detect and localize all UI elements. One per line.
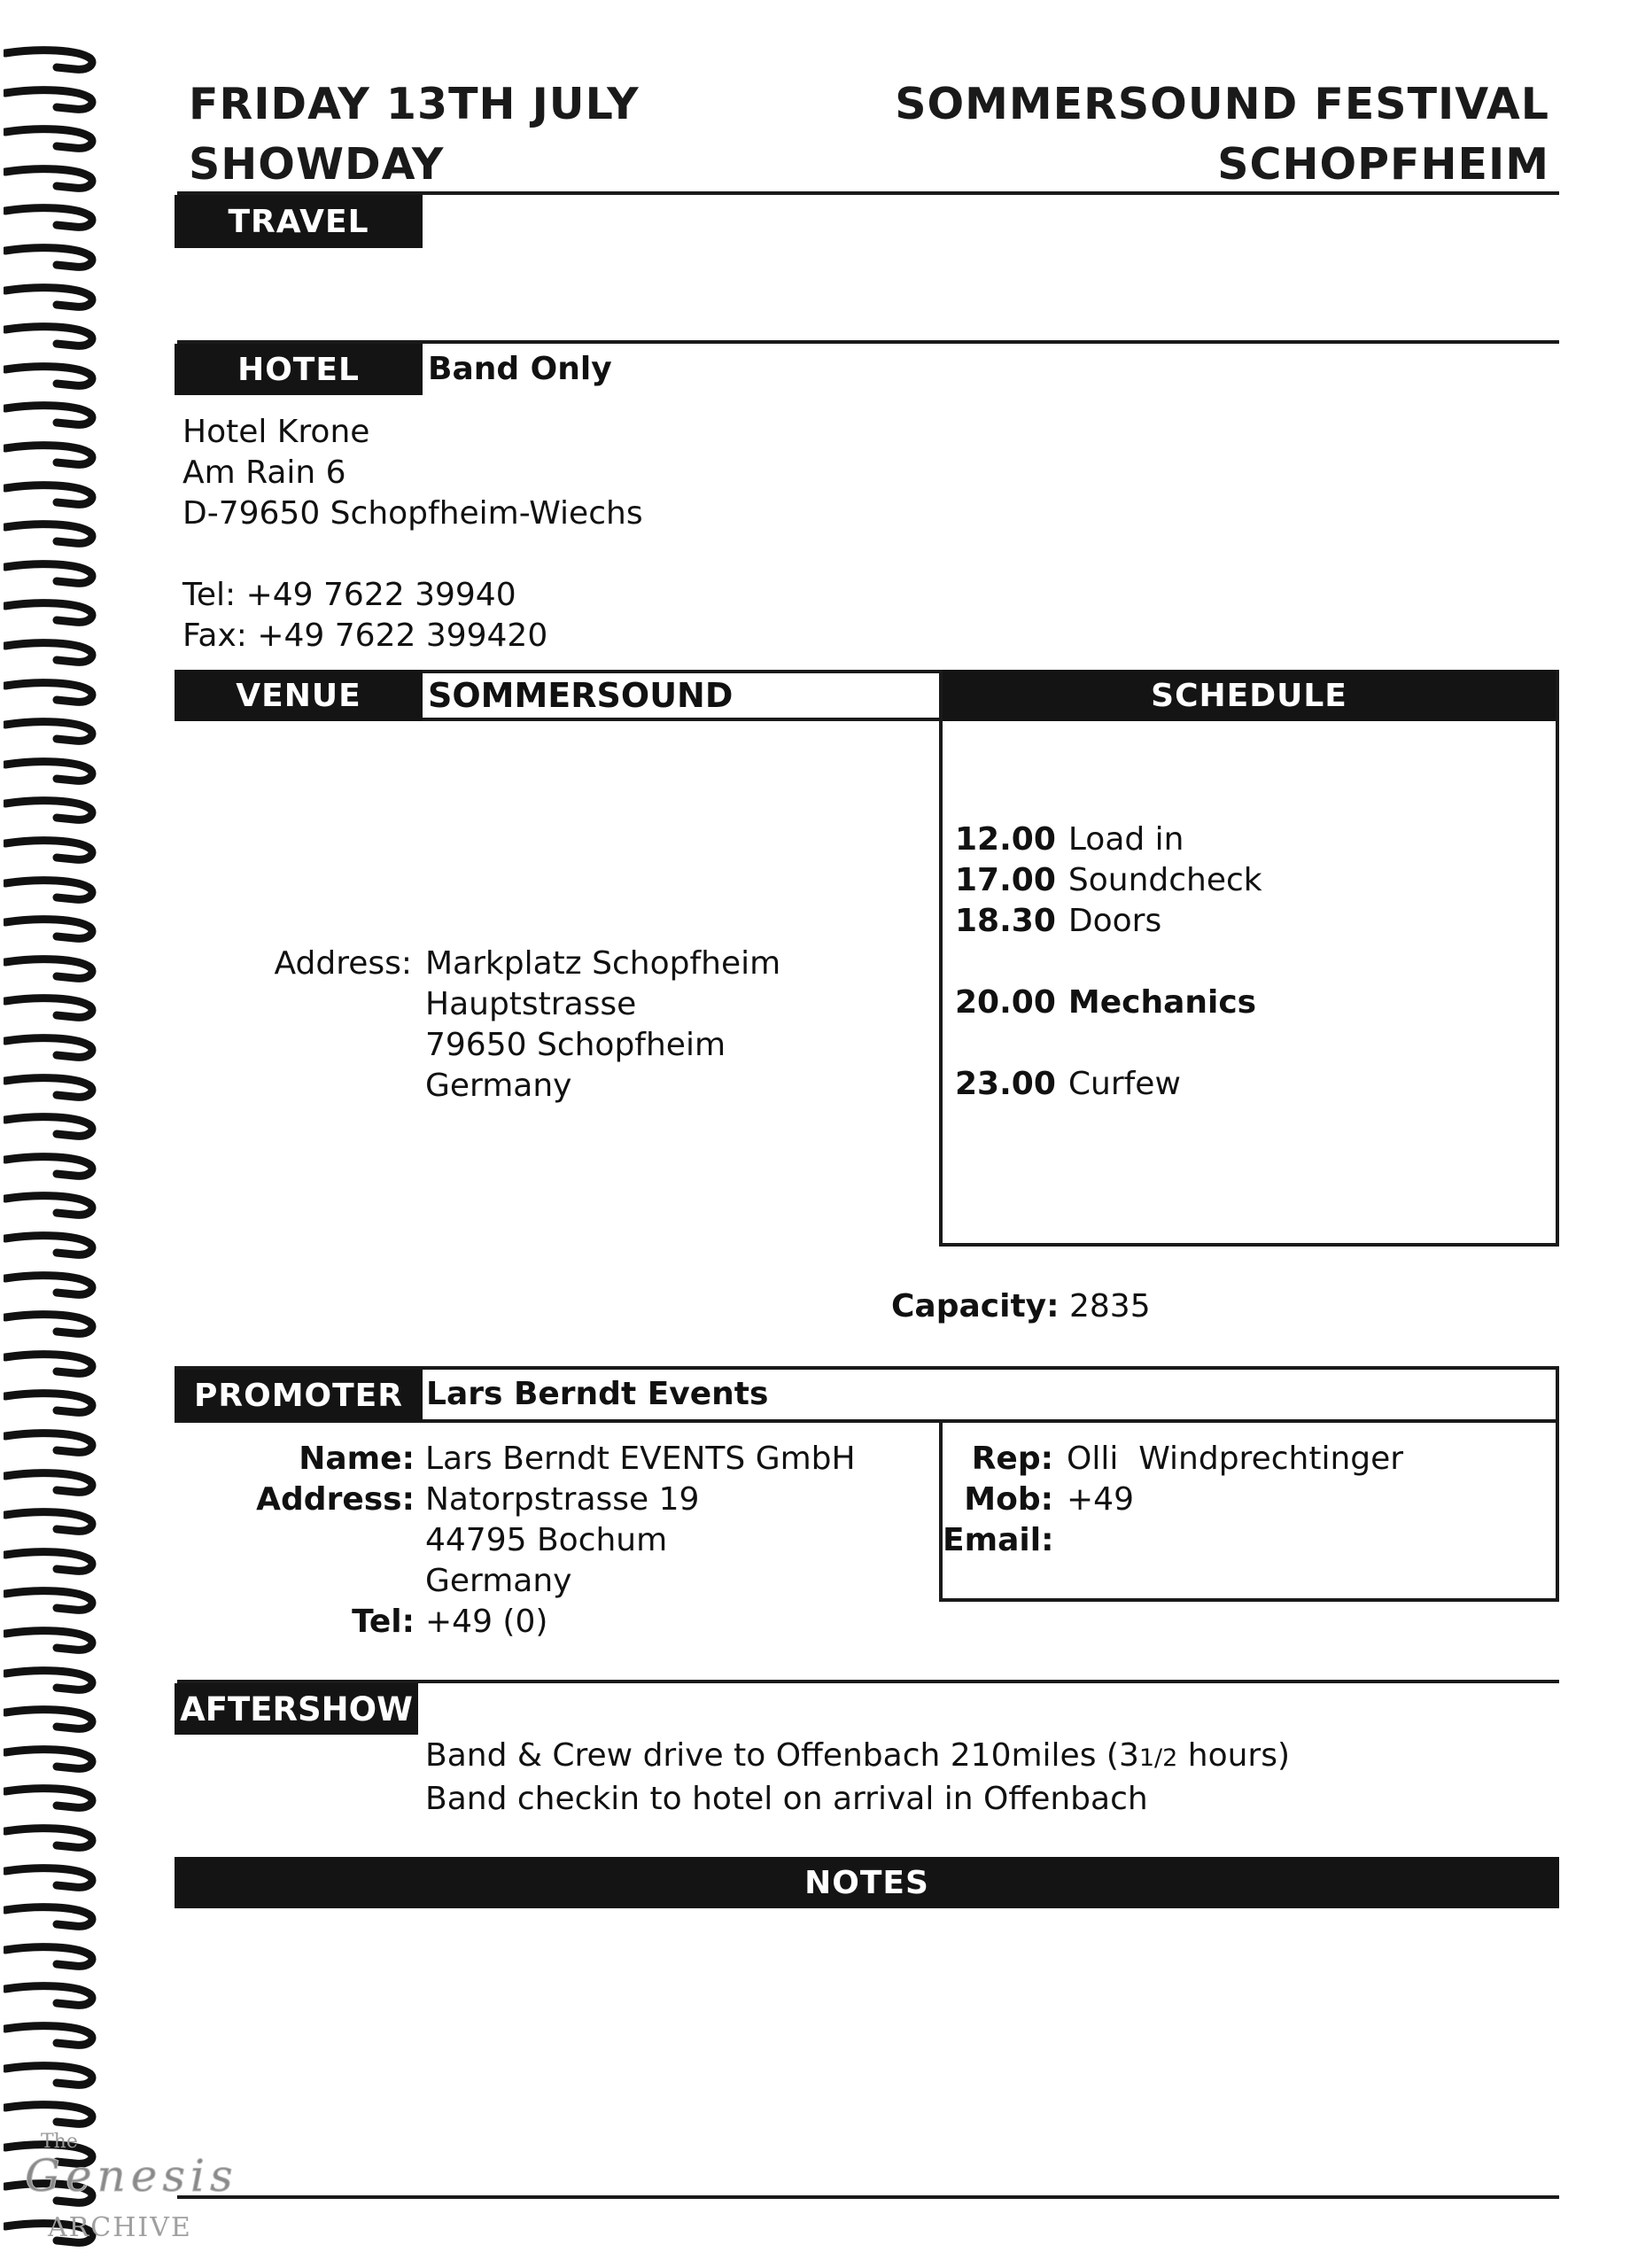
promoter-label: PROMOTER (175, 1370, 423, 1421)
binding-coil (4, 1583, 99, 1619)
binding-coil (4, 1228, 99, 1263)
mob-value: +49 (1067, 1481, 1134, 1518)
binding-coil (4, 990, 99, 1026)
hotel-details (182, 412, 643, 656)
hotel-fax: Fax: +49 7622 399420 (182, 617, 548, 654)
binding-coil (4, 1268, 99, 1303)
venue-label: VENUE (175, 670, 423, 721)
binding-coil (4, 873, 99, 908)
promoter-tel: +49 (0) (425, 1604, 548, 1640)
schedule-event: Load in (1067, 821, 1184, 858)
show-day-type: SHOWDAY (189, 139, 445, 190)
promoter-address-label: Address: (256, 1481, 415, 1518)
footer-rule (177, 2195, 1559, 2199)
email-label: Email: (943, 1522, 1054, 1558)
hotel-label: HOTEL (175, 344, 423, 395)
binding-coil (4, 1109, 99, 1145)
schedule-label: SCHEDULE (939, 670, 1559, 721)
capacity-label: Capacity: (891, 1288, 1060, 1324)
binding-coil (4, 2018, 99, 2054)
aftershow-line-1-end: hours) (1177, 1737, 1291, 1774)
schedule-spacer (955, 1023, 1262, 1064)
binding-coil (4, 1939, 99, 1975)
binding-coil (4, 1978, 99, 2014)
mob-label: Mob: (964, 1481, 1053, 1518)
aftershow-text (425, 1736, 1290, 1820)
capacity-value: 2835 (1068, 1288, 1151, 1324)
binding-coil (4, 1425, 99, 1461)
aftershow-line-1 (425, 1736, 1290, 1779)
notes-label: NOTES (175, 1857, 1559, 1908)
venue-name-box (423, 670, 941, 721)
promoter-address-line: Germany (425, 1563, 572, 1599)
binding-coil (4, 1860, 99, 1896)
binding-coil (4, 1899, 99, 1935)
schedule-event: Mechanics (1067, 984, 1257, 1021)
schedule-event: Soundcheck (1067, 862, 1262, 898)
binding-coil (4, 1347, 99, 1382)
rep-labels (943, 1439, 1053, 1561)
schedule-event: Curfew (1067, 1066, 1181, 1102)
binding-coil (4, 1702, 99, 1737)
binding-coil (4, 121, 99, 157)
venue-address (425, 944, 780, 1107)
binding-coil (4, 1742, 99, 1777)
rep-label: Rep: (971, 1441, 1053, 1477)
binding-coil (4, 1504, 99, 1540)
binding-coil (4, 280, 99, 315)
promoter-spacer (221, 1561, 415, 1602)
promoter-address-line: Natorpstrasse 19 (425, 1481, 700, 1518)
binding-coil (4, 754, 99, 789)
schedule-time: 12.00 (955, 821, 1056, 858)
venue-address-label: Address: (274, 945, 412, 982)
binding-coil (4, 1781, 99, 1816)
hotel-tel: Tel: +49 7622 39940 (182, 577, 516, 613)
binding-coil (4, 438, 99, 473)
hotel-postal: D-79650 Schopfheim-Wiechs (182, 495, 643, 532)
binding-coil (4, 675, 99, 711)
promoter-labels (221, 1439, 415, 1643)
binding-coil (4, 43, 99, 78)
binding-coil (4, 714, 99, 750)
watermark-line-1: The (41, 2131, 78, 2153)
schedule-time: 17.00 (955, 862, 1056, 898)
binding-coil (4, 319, 99, 354)
venue-address-line: Hauptstrasse (425, 986, 637, 1022)
aftershow-fraction: 1/2 (1138, 1744, 1178, 1772)
aftershow-line-2: Band checkin to hotel on arrival in Offenbach (425, 1781, 1148, 1817)
binding-coil (4, 359, 99, 394)
binding-coil (4, 595, 99, 631)
hotel-spacer (182, 534, 643, 575)
hotel-name: Hotel Krone (182, 414, 370, 450)
binding-coil (4, 635, 99, 671)
promoter-company: Lars Berndt Events (426, 1376, 769, 1412)
hotel-note: Band Only (428, 351, 612, 387)
binding-coil (4, 793, 99, 828)
promoter-tel-label: Tel: (352, 1604, 415, 1640)
event-city: SCHOPFHEIM (1217, 139, 1549, 190)
venue-address-line: Germany (425, 1068, 572, 1104)
schedule-spacer (955, 942, 1262, 983)
schedule-time: 20.00 (955, 984, 1056, 1021)
binding-coil (4, 1030, 99, 1066)
aftershow-label: AFTERSHOW (175, 1683, 418, 1735)
promoter-values (425, 1439, 856, 1643)
spiral-binding (0, 0, 115, 2268)
binding-coil (4, 240, 99, 276)
watermark-line-2: Genesis (25, 2150, 238, 2202)
travel-label: TRAVEL (175, 195, 423, 248)
schedule-event: Doors (1067, 903, 1162, 939)
rep-values (1067, 1439, 1403, 1520)
schedule-item (955, 819, 1262, 860)
binding-coil (4, 2058, 99, 2093)
schedule-list (955, 819, 1262, 1105)
binding-coil (4, 833, 99, 868)
binding-coil (4, 1663, 99, 1698)
promoter-address-line: 44795 Bochum (425, 1522, 668, 1558)
binding-coil (4, 161, 99, 197)
watermark-line-3: ARCHIVE (48, 2212, 192, 2243)
hotel-street: Am Rain 6 (182, 454, 346, 491)
binding-coil (4, 82, 99, 118)
binding-coil (4, 517, 99, 552)
venue-address-line: 79650 Schopfheim (425, 1027, 726, 1063)
venue-name: SOMMERSOUND (428, 676, 734, 715)
promoter-spacer (221, 1520, 415, 1561)
binding-coil (4, 1188, 99, 1223)
promoter-name: Lars Berndt EVENTS GmbH (425, 1441, 856, 1477)
binding-coil (4, 1070, 99, 1106)
schedule-item (955, 901, 1262, 942)
binding-coil (4, 556, 99, 592)
schedule-item (955, 860, 1262, 901)
aftershow-line-1-text: Band & Crew drive to Offenbach 210miles (3 (425, 1737, 1139, 1774)
archive-watermark-logo (25, 2131, 237, 2264)
binding-coil (4, 1465, 99, 1501)
binding-coil (4, 1821, 99, 1856)
capacity (891, 1286, 1151, 1327)
binding-coil (4, 200, 99, 236)
binding-coil (4, 912, 99, 947)
binding-coil (4, 1307, 99, 1342)
show-date: FRIDAY 13TH JULY (189, 79, 640, 129)
venue-address-line: Markplatz Schopfheim (425, 945, 781, 982)
binding-coil (4, 1386, 99, 1421)
promoter-name-label: Name: (299, 1441, 415, 1477)
binding-coil (4, 2097, 99, 2132)
binding-coil (4, 478, 99, 513)
binding-coil (4, 1544, 99, 1580)
binding-coil (4, 398, 99, 433)
binding-coil (4, 1623, 99, 1658)
schedule-item (955, 1064, 1262, 1105)
schedule-item (955, 983, 1262, 1023)
rep-name: Olli Windprechtinger (1067, 1441, 1404, 1477)
schedule-time: 18.30 (955, 903, 1056, 939)
schedule-time: 23.00 (955, 1066, 1056, 1102)
event-name: SOMMERSOUND FESTIVAL (895, 79, 1549, 129)
binding-coil (4, 951, 99, 987)
binding-coil (4, 1149, 99, 1184)
